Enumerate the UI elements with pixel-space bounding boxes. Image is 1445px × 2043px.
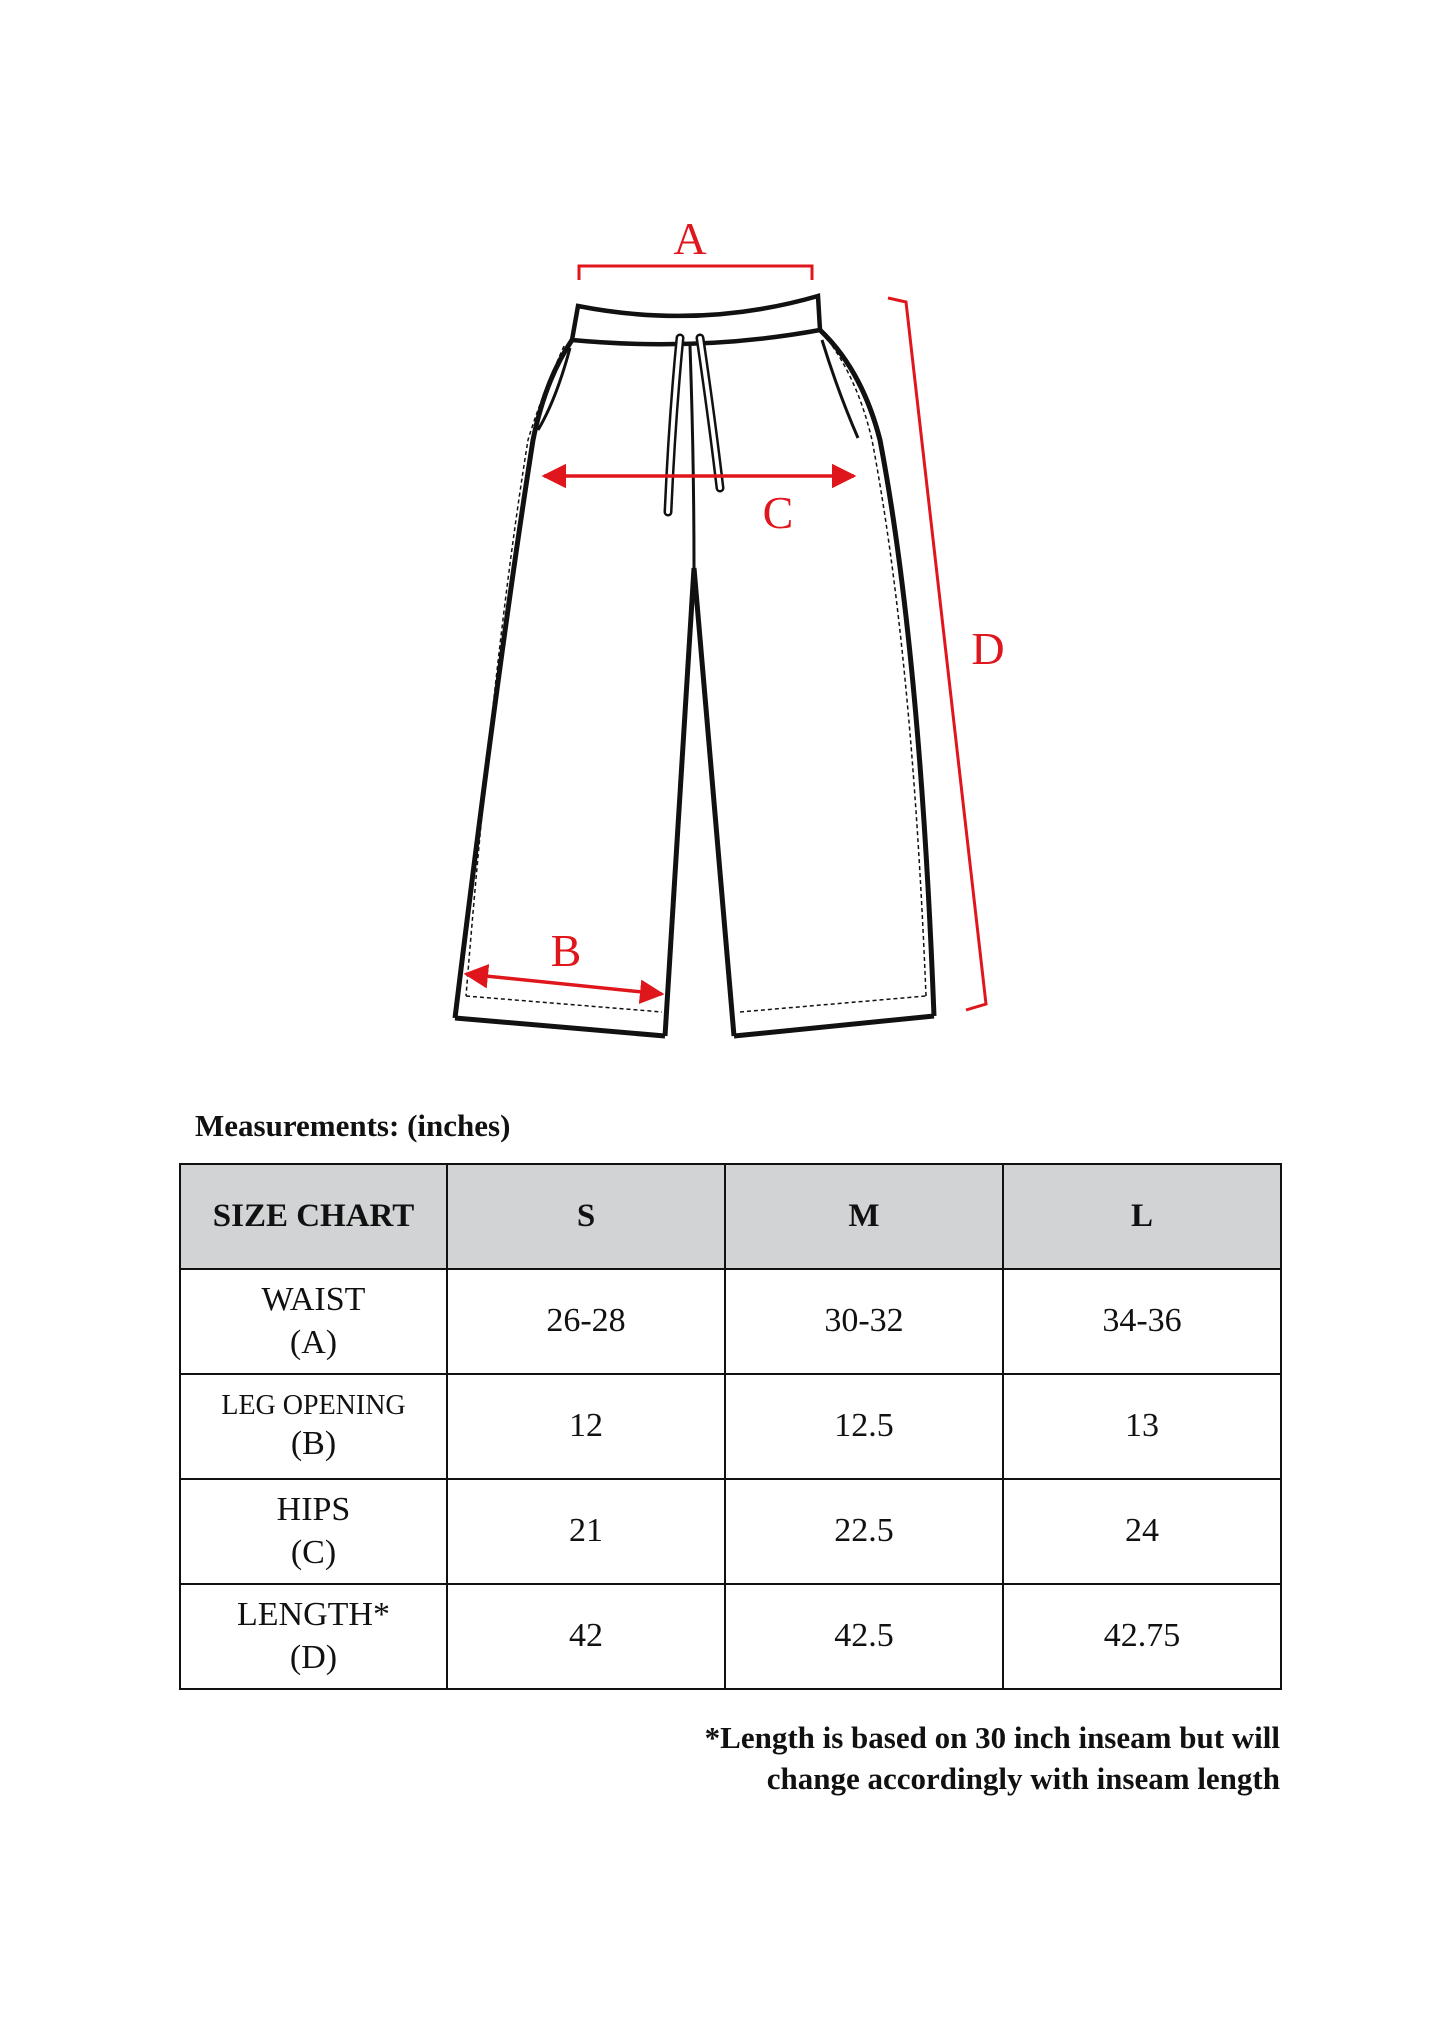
dimension-d: [888, 298, 1005, 1010]
table-cell: 24: [1003, 1479, 1281, 1584]
row-label: LENGTH*: [237, 1596, 390, 1633]
row-code: (A): [289, 1323, 338, 1361]
table-cell: 12: [447, 1374, 725, 1479]
footnote-line-1: *Length is based on 30 inch inseam but will: [704, 1720, 1280, 1755]
table-row-waist: [180, 1269, 1281, 1374]
row-label-leg-opening: [180, 1374, 447, 1479]
row-label: LEG OPENING: [221, 1389, 406, 1421]
row-label: HIPS: [276, 1491, 351, 1528]
label-c: C: [762, 487, 794, 538]
label-a: A: [673, 213, 707, 264]
heading-line-2: CHART: [296, 1197, 415, 1234]
row-label-hips: [180, 1479, 447, 1584]
row-label: WAIST: [261, 1281, 366, 1318]
row-code: (B): [290, 1424, 337, 1462]
size-m-header: M: [725, 1164, 1003, 1269]
row-code: (D): [289, 1638, 338, 1676]
dimension-a: [579, 213, 812, 280]
table-row-length: [180, 1584, 1281, 1689]
size-s-header: S: [447, 1164, 725, 1269]
footnote-line-2: change accordingly with inseam length: [766, 1760, 1280, 1796]
table-cell: 30-32: [725, 1269, 1003, 1374]
table-cell: 42.5: [725, 1584, 1003, 1689]
table-cell: 22.5: [725, 1479, 1003, 1584]
table-cell: 42: [447, 1584, 725, 1689]
table-row-hips: [180, 1479, 1281, 1584]
table-row-leg-opening: [180, 1374, 1281, 1479]
dimension-b: [466, 925, 662, 994]
table-cell: 34-36: [1003, 1269, 1281, 1374]
table-cell: 26-28: [447, 1269, 725, 1374]
dimension-c: [544, 476, 854, 538]
length-footnote: [600, 1718, 1280, 1800]
pants-outline: [455, 296, 934, 1036]
size-chart-heading: [180, 1164, 447, 1269]
heading-line-1: SIZE: [212, 1197, 288, 1234]
table-cell: 42.75: [1003, 1584, 1281, 1689]
row-label-length: [180, 1584, 447, 1689]
label-d: D: [971, 623, 1005, 674]
table-header-row: [180, 1164, 1281, 1269]
size-chart-table: [179, 1163, 1282, 1690]
row-label-waist: [180, 1269, 447, 1374]
label-b: B: [550, 925, 582, 976]
table-cell: 12.5: [725, 1374, 1003, 1479]
measurements-caption: Measurements: (inches): [195, 1108, 511, 1143]
row-code: (C): [290, 1533, 337, 1571]
table-cell: 21: [447, 1479, 725, 1584]
table-cell: 13: [1003, 1374, 1281, 1479]
size-l-header: L: [1003, 1164, 1281, 1269]
